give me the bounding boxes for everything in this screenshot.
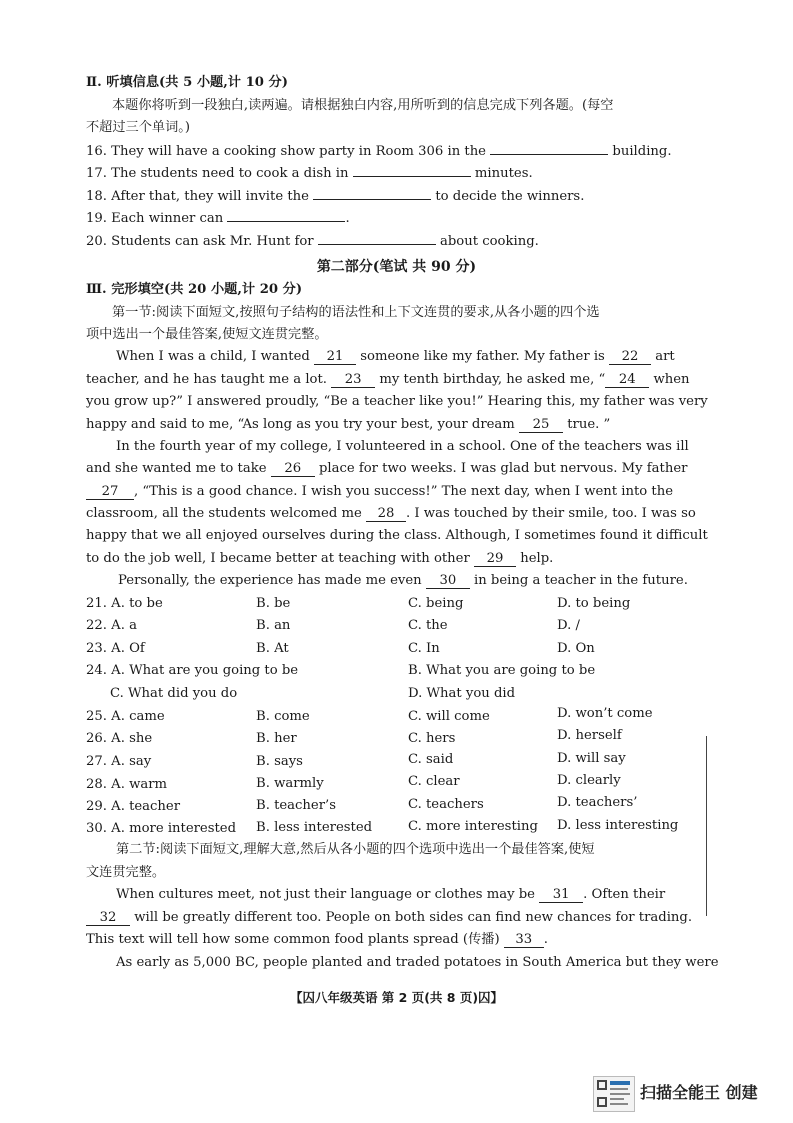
q18-blank[interactable]: [313, 187, 431, 200]
p1-text: teacher, and he has taught me a lot.: [86, 372, 327, 387]
blank-32[interactable]: 32: [86, 911, 130, 926]
passage2-line6: [86, 550, 553, 568]
option-30-a[interactable]: 30. A. more interested: [86, 821, 237, 836]
option-23-c[interactable]: C. In: [408, 641, 440, 656]
option-30-d[interactable]: D. less interesting: [557, 818, 679, 833]
option-27-a[interactable]: 27. A. say: [86, 754, 152, 769]
blank-33[interactable]: 33: [504, 933, 544, 948]
p4-text: will be greatly different too. People on both sides can find new chances for trading.: [134, 910, 693, 925]
blank-28[interactable]: 28: [366, 507, 406, 522]
option-27-b[interactable]: B. says: [256, 754, 303, 769]
option-22-d[interactable]: D. /: [557, 618, 580, 633]
q19-text: 19. Each winner can: [86, 211, 224, 226]
option-27-d[interactable]: D. will say: [557, 751, 626, 766]
blank-23[interactable]: 23: [331, 373, 375, 388]
passage4-line1: [116, 886, 665, 904]
option-24-b[interactable]: B. What you are going to be: [408, 663, 596, 678]
q18-text: 18. After that, they will invite the: [86, 189, 309, 204]
passage4-line4: As early as 5,000 BC, people planted and traded potatoes in South America but they were: [116, 955, 719, 970]
blank-31[interactable]: 31: [539, 888, 583, 903]
option-26-a[interactable]: 26. A. she: [86, 731, 153, 746]
option-29-a[interactable]: 29. A. teacher: [86, 799, 181, 814]
option-29-d[interactable]: D. teachers’: [557, 795, 638, 810]
question-18: [86, 187, 584, 206]
p1-text: true. ”: [567, 417, 611, 432]
p2-text: place for two weeks. I was glad but nervous. My father: [318, 461, 688, 476]
option-27-c[interactable]: C. said: [408, 752, 454, 767]
blank-27[interactable]: 27: [86, 485, 134, 500]
option-26-b[interactable]: B. her: [256, 731, 297, 746]
p1-text: When I was a child, I wanted: [116, 349, 310, 364]
option-23-a[interactable]: 23. A. Of: [86, 641, 145, 656]
passage1-line4: [86, 416, 610, 434]
option-24-c[interactable]: C. What did you do: [110, 686, 238, 701]
passage2-line4: [86, 505, 696, 523]
p4-text: When cultures meet, not just their language or clothes may be: [116, 887, 535, 902]
option-22-c[interactable]: C. the: [408, 618, 448, 633]
watermark-qr-icon: [593, 1076, 635, 1112]
section3-part2-instruction-2: 文连贯完整。: [86, 865, 166, 880]
question-20: [86, 232, 539, 251]
p4-text: .: [543, 932, 548, 947]
option-26-c[interactable]: C. hers: [408, 731, 456, 746]
option-23-b[interactable]: B. At: [256, 641, 289, 656]
passage3-line1: [118, 572, 688, 590]
option-21-d[interactable]: D. to being: [557, 596, 631, 611]
option-28-d[interactable]: D. clearly: [557, 773, 621, 788]
option-30-c[interactable]: C. more interesting: [408, 819, 538, 834]
option-25-d[interactable]: D. won’t come: [557, 706, 653, 721]
option-28-b[interactable]: B. warmly: [256, 776, 324, 791]
p2-text: help.: [520, 551, 554, 566]
option-22-a[interactable]: 22. A. a: [86, 618, 137, 633]
option-24-d[interactable]: D. What you did: [408, 686, 516, 701]
option-25-b[interactable]: B. come: [256, 709, 310, 724]
part2-title: 第二部分(笔试 共 90 分): [316, 259, 477, 275]
watermark-text: 扫描全能王 创建: [640, 1083, 758, 1102]
option-29-b[interactable]: B. teacher’s: [256, 798, 336, 813]
option-21-a[interactable]: 21. A. to be: [86, 596, 163, 611]
passage2-line2: [86, 460, 687, 478]
option-28-c[interactable]: C. clear: [408, 774, 460, 789]
p1-text: my tenth birthday, he asked me, “: [379, 372, 606, 387]
blank-29[interactable]: 29: [474, 552, 516, 567]
option-21-b[interactable]: B. be: [256, 596, 291, 611]
scan-edge-line: [706, 736, 707, 916]
page-footer: 【囚八年级英语 第 2 页(共 8 页)囚】: [289, 990, 504, 1005]
passage1-line2: [86, 371, 690, 389]
option-22-b[interactable]: B. an: [256, 618, 291, 633]
p2-text: . I was touched by their smile, too. I was so: [406, 506, 696, 521]
passage1-line1: [116, 348, 675, 366]
passage4-line3: [86, 931, 548, 949]
q17-tail: minutes.: [474, 166, 533, 181]
q19-tail: .: [345, 211, 350, 226]
passage2-line3: [86, 483, 673, 501]
p3-text: Personally, the experience has made me even: [118, 573, 422, 588]
section3-part2-instruction-1: 第二节:阅读下面短文,理解大意,然后从各小题的四个选项中选出一个最佳答案,使短: [116, 842, 595, 857]
passage1-line3: you grow up?” I answered proudly, “Be a teacher like you!” Hearing this, my father was very: [86, 394, 708, 409]
passage4-line2: [86, 909, 692, 927]
q19-blank[interactable]: [227, 209, 345, 222]
blank-30[interactable]: 30: [426, 574, 470, 589]
p2-text: to do the job well, I became better at teaching with other: [86, 551, 470, 566]
blank-24[interactable]: 24: [605, 373, 649, 388]
p2-text: classroom, all the students welcomed me: [86, 506, 362, 521]
q20-tail: about cooking.: [440, 234, 539, 249]
p1-text: someone like my father. My father is: [360, 349, 605, 364]
blank-26[interactable]: 26: [271, 462, 315, 477]
q20-text: 20. Students can ask Mr. Hunt for: [86, 234, 314, 249]
option-24-a[interactable]: 24. A. What are you going to be: [86, 663, 299, 678]
section2-instruction-1: 本题你将听到一段独白,读两遍。请根据独白内容,用所听到的信息完成下列各题。(每空: [112, 98, 614, 113]
blank-25[interactable]: 25: [519, 418, 563, 433]
passage2-line1: In the fourth year of my college, I volunteered in a school. One of the teachers was ill: [116, 439, 689, 454]
question-16: [86, 142, 672, 161]
blank-22[interactable]: 22: [609, 350, 651, 365]
option-28-a[interactable]: 28. A. warm: [86, 777, 168, 792]
question-17: [86, 164, 533, 183]
section2-instruction-2: 不超过三个单词。): [86, 120, 191, 135]
q16-text: 16. They will have a cooking show party in Room 306 in the: [86, 144, 486, 159]
option-23-d[interactable]: D. On: [557, 641, 595, 656]
q18-tail: to decide the winners.: [435, 189, 585, 204]
blank-21[interactable]: 21: [314, 350, 356, 365]
p4-text: . Often their: [583, 887, 666, 902]
option-29-c[interactable]: C. teachers: [408, 797, 484, 812]
option-21-c[interactable]: C. being: [408, 596, 464, 611]
option-30-b[interactable]: B. less interested: [256, 820, 373, 835]
q20-blank[interactable]: [318, 232, 436, 245]
q16-blank[interactable]: [490, 142, 608, 155]
q17-text: 17. The students need to cook a dish in: [86, 166, 349, 181]
section3-title: Ⅲ. 完形填空(共 20 小题,计 20 分): [86, 282, 303, 297]
option-25-a[interactable]: 25. A. came: [86, 709, 165, 724]
p3-text: in being a teacher in the future.: [474, 573, 688, 588]
p2-text: , “This is a good chance. I wish you success!” The next day, when I went into the: [134, 484, 674, 499]
p1-text: happy and said to me, “As long as you try your best, your dream: [86, 417, 515, 432]
section3-part1-instruction-1: 第一节:阅读下面短文,按照句子结构的语法性和上下文连贯的要求,从各小题的四个选: [112, 305, 600, 320]
option-25-c[interactable]: C. will come: [408, 709, 490, 724]
section2-title: Ⅱ. 听填信息(共 5 小题,计 10 分): [86, 75, 288, 90]
p4-text: This text will tell how some common food plants spread (传播): [86, 932, 500, 947]
p2-text: and she wanted me to take: [86, 461, 267, 476]
q16-tail: building.: [612, 144, 672, 159]
section3-part1-instruction-2: 项中选出一个最佳答案,使短文连贯完整。: [86, 327, 328, 342]
option-26-d[interactable]: D. herself: [557, 728, 622, 743]
q17-blank[interactable]: [353, 164, 471, 177]
p1-text: when: [653, 372, 690, 387]
question-19: [86, 209, 350, 228]
p1-text: art: [655, 349, 675, 364]
passage2-line5: happy that we all enjoyed ourselves during the class. Although, I sometimes found it difficult: [86, 528, 708, 543]
